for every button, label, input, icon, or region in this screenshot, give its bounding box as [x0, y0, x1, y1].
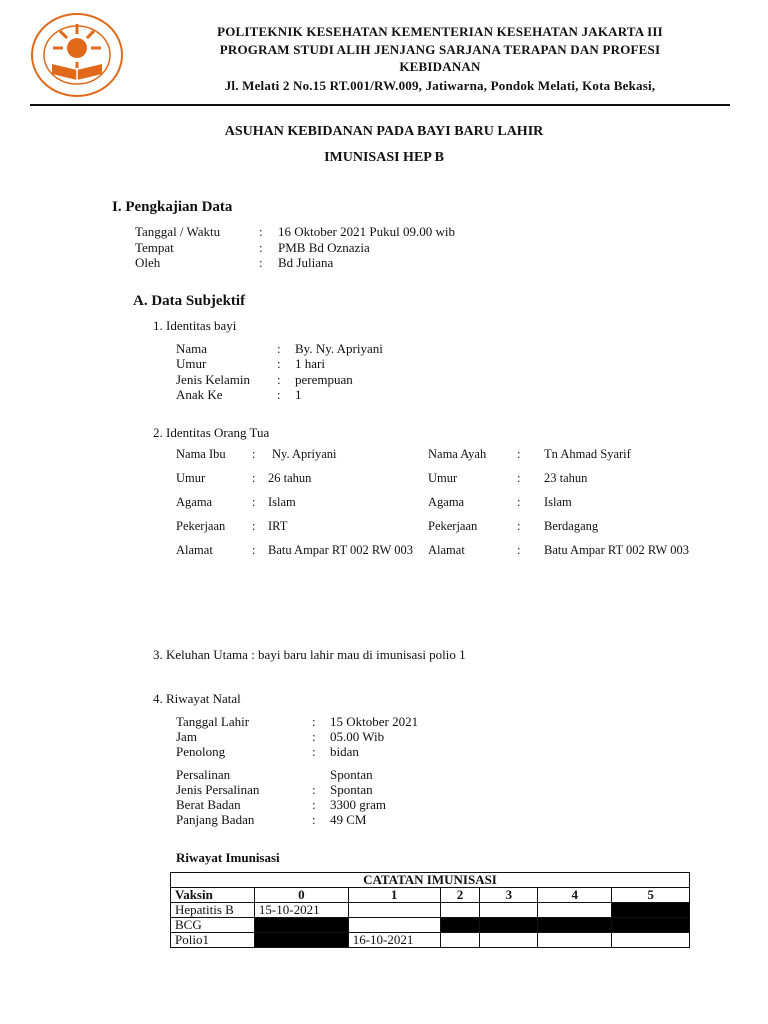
column-header: 2 — [440, 888, 480, 903]
field-colon: : — [277, 372, 281, 387]
field-label: Tanggal / Waktu — [135, 224, 221, 239]
field-value: 49 CM — [330, 812, 367, 827]
field-label: Nama Ayah — [428, 447, 487, 461]
field-value: 1 — [295, 387, 302, 402]
field-colon: : — [312, 744, 316, 759]
table-cell — [440, 903, 480, 918]
field-colon: : — [252, 447, 256, 461]
table-cell — [348, 903, 440, 918]
list-item-title: 4. Riwayat Natal — [153, 691, 241, 706]
field-value: IRT — [268, 519, 288, 533]
field-colon: : — [259, 240, 263, 255]
field-label: Umur — [176, 356, 207, 371]
field-value: 16 Oktober 2021 Pukul 09.00 wib — [278, 224, 455, 239]
field-colon: : — [252, 471, 256, 485]
field-value: Berdagang — [544, 519, 599, 533]
subsection-heading: A. Data Subjektif — [133, 293, 246, 309]
list-item-title: 3. Keluhan Utama : bayi baru lahir mau di imunisasi polio 1 — [153, 647, 466, 662]
field-value: perempuan — [295, 372, 353, 387]
table-cell: 15-10-2021 — [254, 903, 348, 918]
field-value: Bd Juliana — [278, 255, 334, 270]
field-value: 3300 gram — [330, 797, 386, 812]
field-colon: : — [277, 341, 281, 356]
field-label: Persalinan — [176, 767, 231, 782]
table-cell: Hepatitis B — [171, 903, 255, 918]
field-colon: : — [259, 255, 263, 270]
table-cell-shaded — [254, 933, 348, 948]
table-cell-shaded — [612, 918, 690, 933]
table-cell — [612, 933, 690, 948]
field-colon: : — [517, 447, 521, 461]
field-value: Batu Ampar RT 002 RW 003 — [268, 543, 413, 557]
field-label: Agama — [176, 495, 213, 509]
table-cell: BCG — [171, 918, 255, 933]
field-value: By. Ny. Apriyani — [295, 341, 383, 356]
table-cell: Polio1 — [171, 933, 255, 948]
institution-logo — [30, 12, 124, 98]
column-header: 4 — [538, 888, 612, 903]
field-colon: : — [312, 797, 316, 812]
field-value: 15 Oktober 2021 — [330, 714, 419, 729]
table-cell — [538, 933, 612, 948]
field-label: Jenis Kelamin — [176, 372, 251, 387]
field-label: Nama Ibu — [176, 447, 226, 461]
field-colon: : — [517, 471, 521, 485]
table-cell-shaded — [612, 903, 690, 918]
field-label: Penolong — [176, 744, 226, 759]
table-cell-shaded — [538, 918, 612, 933]
field-label: Agama — [428, 495, 465, 509]
table-cell — [480, 933, 538, 948]
field-value: bidan — [330, 744, 359, 759]
table-cell — [440, 933, 480, 948]
field-value: Islam — [268, 495, 296, 509]
field-value: Ny. Apriyani — [272, 447, 337, 461]
field-colon: : — [277, 356, 281, 371]
header-program: PROGRAM STUDI ALIH JENJANG SARJANA TERAPAN DAN PROFESI — [219, 42, 661, 57]
field-label: Pekerjaan — [176, 519, 226, 533]
field-label: Berat Badan — [176, 797, 241, 812]
table-cell-shaded — [254, 918, 348, 933]
field-label: Pekerjaan — [428, 519, 478, 533]
table-cell: 16-10-2021 — [348, 933, 440, 948]
field-colon: : — [312, 782, 316, 797]
field-colon: : — [312, 714, 316, 729]
field-colon: : — [517, 519, 521, 533]
column-header: 1 — [348, 888, 440, 903]
field-value: PMB Bd Oznazia — [278, 240, 370, 255]
field-value: Tn Ahmad Syarif — [544, 447, 631, 461]
field-colon: : — [259, 224, 263, 239]
column-header: 0 — [254, 888, 348, 903]
document-title: ASUHAN KEBIDANAN PADA BAYI BARU LAHIR — [224, 124, 544, 139]
field-value: 26 tahun — [268, 471, 312, 485]
field-colon: : — [517, 495, 521, 509]
field-colon: : — [252, 519, 256, 533]
field-label: Alamat — [428, 543, 465, 557]
section-heading: I. Pengkajian Data — [112, 199, 233, 215]
field-colon: : — [252, 543, 256, 557]
field-label: Umur — [428, 471, 458, 485]
field-colon: : — [517, 543, 521, 557]
field-value: 05.00 Wib — [330, 729, 385, 744]
table-row — [171, 918, 690, 933]
table-cell — [538, 903, 612, 918]
table-cell-shaded — [480, 918, 538, 933]
table-row — [171, 933, 690, 948]
field-colon: : — [277, 387, 281, 402]
table-cell — [480, 903, 538, 918]
column-header: 5 — [612, 888, 690, 903]
table-cell-shaded — [440, 918, 480, 933]
field-label: Tanggal Lahir — [176, 714, 250, 729]
field-label: Nama — [176, 341, 208, 356]
field-value: 1 hari — [295, 356, 325, 371]
list-item-title: 2. Identitas Orang Tua — [153, 425, 270, 440]
field-label: Panjang Badan — [176, 812, 255, 827]
list-item-title: 1. Identitas bayi — [153, 318, 237, 333]
field-label: Anak Ke — [176, 387, 223, 402]
header-address: Jl. Melati 2 No.15 RT.001/RW.009, Jatiwarna, Pondok Melati, Kota Bekasi, — [224, 78, 656, 93]
field-label: Oleh — [135, 255, 161, 270]
field-value: Batu Ampar RT 002 RW 003 — [544, 543, 689, 557]
field-colon: : — [312, 729, 316, 744]
field-colon: : — [252, 495, 256, 509]
header-institution: POLITEKNIK KESEHATAN KEMENTERIAN KESEHATAN JAKARTA III — [217, 24, 663, 39]
document-subtitle: IMUNISASI HEP B — [324, 150, 444, 165]
table-title: CATATAN IMUNISASI — [171, 873, 690, 888]
immunization-table — [170, 872, 690, 948]
header-program-cont: KEBIDANAN — [399, 59, 481, 74]
field-value: 23 tahun — [544, 471, 588, 485]
field-label: Jenis Persalinan — [176, 782, 260, 797]
field-label: Umur — [176, 471, 206, 485]
field-value: Spontan — [330, 767, 373, 782]
field-label: Jam — [176, 729, 197, 744]
field-value: Spontan — [330, 782, 373, 797]
field-value: Islam — [544, 495, 572, 509]
table-header-row — [171, 888, 690, 903]
field-label: Alamat — [176, 543, 213, 557]
column-header: 3 — [480, 888, 538, 903]
column-header: Vaksin — [171, 888, 255, 903]
table-cell — [348, 918, 440, 933]
header-divider — [30, 104, 730, 106]
immunization-heading: Riwayat Imunisasi — [176, 850, 280, 865]
field-label: Tempat — [135, 240, 174, 255]
table-title-row — [171, 873, 690, 888]
field-colon: : — [312, 812, 316, 827]
table-row — [171, 903, 690, 918]
